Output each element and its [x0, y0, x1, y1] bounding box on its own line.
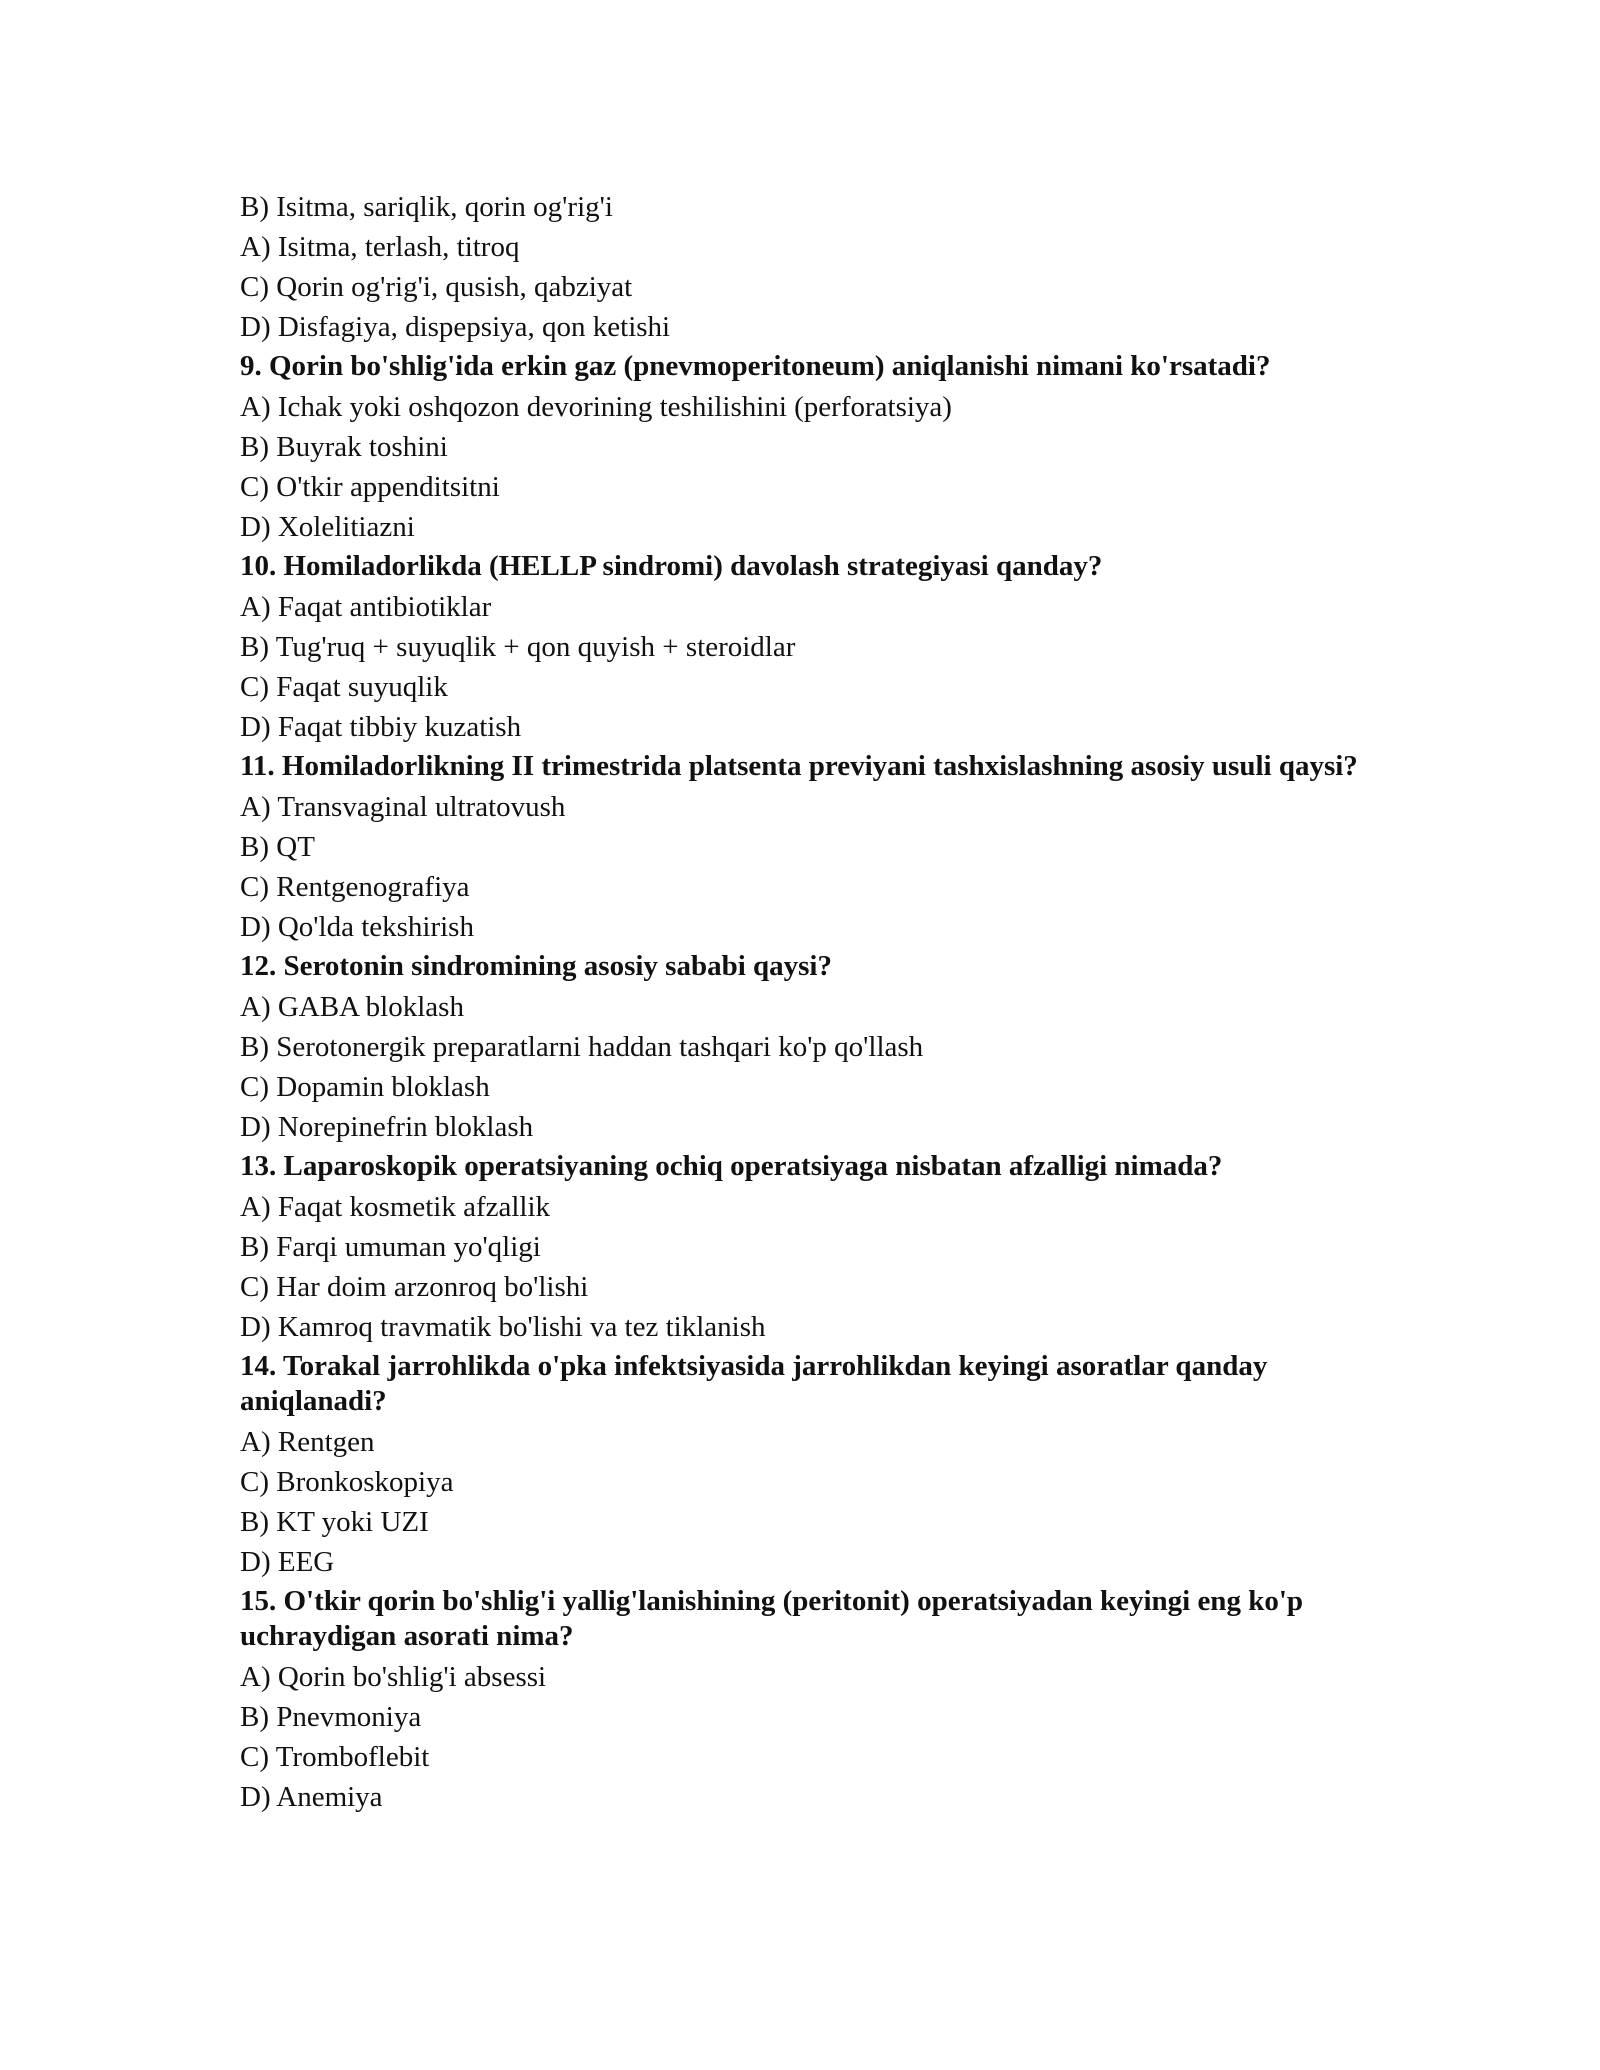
answer-option: B) Pnevmoniya [240, 1701, 422, 1733]
answer-option: D) Norepinefrin bloklash [240, 1111, 534, 1143]
question-text: 15. O'tkir qorin bo'shlig'i yallig'lanishining (peritonit) operatsiyadan keyingi eng ko'p uchraydigan asorati nima? [240, 1585, 1304, 1652]
answer-option: C) Bronkoskopiya [240, 1466, 454, 1498]
answer-option: A) Rentgen [240, 1426, 375, 1458]
answer-option: A) GABA bloklash [240, 991, 464, 1023]
leading-options [240, 187, 1400, 347]
question-block-11 [240, 747, 1400, 947]
question-block-12 [240, 947, 1400, 1147]
answer-option: C) Dopamin bloklash [240, 1071, 490, 1103]
question-block-13 [240, 1147, 1400, 1347]
document-body [240, 187, 1400, 1817]
question-text: 14. Torakal jarrohlikda o'pka infektsiyasida jarrohlikdan keyingi asoratlar qanday aniqlanadi? [240, 1350, 1268, 1417]
question-text: 13. Laparoskopik operatsiyaning ochiq operatsiyaga nisbatan afzalligi nimada? [240, 1150, 1223, 1182]
question-text: 12. Serotonin sindromining asosiy sababi qaysi? [240, 950, 832, 982]
answer-option: B) Serotonergik preparatlarni haddan tashqari ko'p qo'llash [240, 1031, 924, 1063]
answer-option: B) Buyrak toshini [240, 431, 448, 463]
question-text: 9. Qorin bo'shlig'ida erkin gaz (pnevmoperitoneum) aniqlanishi nimani ko'rsatadi? [240, 350, 1271, 382]
answer-option: D) Qo'lda tekshirish [240, 911, 474, 943]
question-block-15 [240, 1582, 1400, 1817]
question-block-9 [240, 347, 1400, 547]
answer-option: C) Tromboflebit [240, 1741, 430, 1773]
answer-option: A) Isitma, terlash, titroq [240, 231, 520, 263]
answer-option: D) EEG [240, 1546, 335, 1578]
question-block-10 [240, 547, 1400, 747]
question-text: 10. Homiladorlikda (HELLP sindromi) davolash strategiyasi qanday? [240, 550, 1103, 582]
answer-option: C) Rentgenografiya [240, 871, 470, 903]
answer-option: D) Anemiya [240, 1781, 383, 1813]
answer-option: C) Qorin og'rig'i, qusish, qabziyat [240, 271, 633, 303]
question-text: 11. Homiladorlikning II trimestrida platsenta previyani tashxislashning asosiy usuli qaysi? [240, 750, 1358, 782]
answer-option: B) Isitma, sariqlik, qorin og'rig'i [240, 191, 613, 223]
answer-option: A) Ichak yoki oshqozon devorining teshilishini (perforatsiya) [240, 391, 952, 423]
answer-option: A) Qorin bo'shlig'i absessi [240, 1661, 547, 1693]
answer-option: A) Faqat kosmetik afzallik [240, 1191, 551, 1223]
answer-option: D) Faqat tibbiy kuzatish [240, 711, 522, 743]
answer-option: C) O'tkir appenditsitni [240, 471, 500, 503]
answer-option: A) Transvaginal ultratovush [240, 791, 566, 823]
answer-option: D) Disfagiya, dispepsiya, qon ketishi [240, 311, 671, 343]
answer-option: D) Kamroq travmatik bo'lishi va tez tiklanish [240, 1311, 766, 1343]
answer-option: B) Farqi umuman yo'qligi [240, 1231, 541, 1263]
answer-option: B) QT [240, 831, 315, 863]
answer-option: B) KT yoki UZI [240, 1506, 429, 1538]
question-block-14 [240, 1347, 1400, 1582]
answer-option: A) Faqat antibiotiklar [240, 591, 492, 623]
answer-option: D) Xolelitiazni [240, 511, 415, 543]
answer-option: C) Har doim arzonroq bo'lishi [240, 1271, 589, 1303]
answer-option: B) Tug'ruq + suyuqlik + qon quyish + steroidlar [240, 631, 796, 663]
answer-option: C) Faqat suyuqlik [240, 671, 448, 703]
